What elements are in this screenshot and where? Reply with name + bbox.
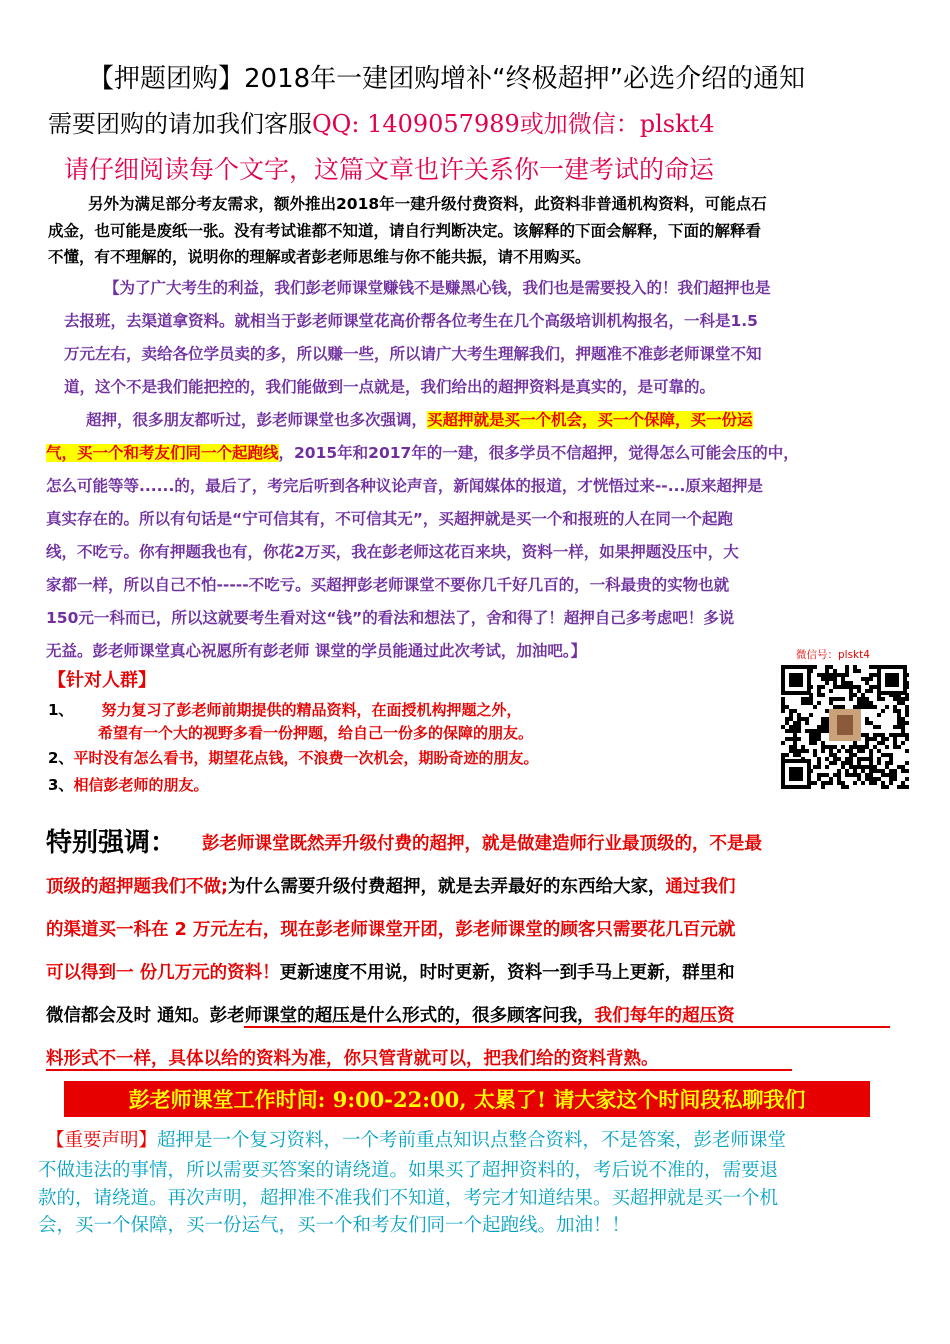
intro-line-2: 成金，也可能是废纸一张。没有考试谁都不知道，请自行判断决定。该解释的下面会解释，下面的解释看 [48, 222, 762, 240]
target-item-1-cont: 希望有一个大的视野多看一份押题，给自己一份多的保障的朋友。 [98, 724, 534, 742]
underline-2 [46, 1069, 792, 1071]
target-item-2-text: 平时没有怎么看书，期望花点钱，不浪费一次机会，期盼奇迹的朋友。 [73, 749, 539, 767]
contact-lead: 需要团购的请加我们客服 [48, 110, 312, 138]
declaration-line-3: 款的，请绕道。再次声明，超押准不准我们不知道，考完才知道结果。买超押就是买一个机 [38, 1188, 779, 1209]
special-heading: 特别强调： [46, 828, 177, 858]
body-line-3: 万元左右，卖给各位学员卖的多，所以赚一些，所以请广大考生理解我们，押题准不准彭老师课堂不知 [64, 345, 762, 363]
declaration-line-4: 会，买一个保障，买一份运气，买一个和考友们同一个起跑线。加油！！ [38, 1215, 631, 1236]
body-p2-line-1 [86, 408, 753, 430]
body-p2-line-8: 无益。彭老师课堂真心祝愿所有彭老师 课堂的学员能通过此次考试，加油吧。】 [46, 642, 587, 660]
body-p2-line-7: 150元一科而已，所以这就要考生看对这“钱”的看法和想法了，舍和得了！超押自己多考虑吧！多说 [46, 609, 735, 627]
target-item-1-text: 努力复习了彭老师前期提供的精品资料，在面授机构押题之外， [101, 701, 522, 719]
body-p2-line-2 [46, 441, 799, 463]
body-line-4: 道，这个不是我们能把控的，我们能做到一点就是，我们给出的超押资料是真实的，是可靠的。 [64, 378, 716, 396]
work-hours-banner: 彭老师课堂工作时间: 9:00-22:00, 太累了! 请大家这个时间段私聊我们 [64, 1081, 870, 1117]
target-item-3 [48, 774, 208, 795]
contact-ids: QQ: 1409057989或加微信：plskt4 [312, 110, 715, 138]
target-item-2 [48, 747, 538, 768]
body-line-1: 【为了广大考生的利益，我们彭老师课堂赚钱不是赚黑心钱，我们也是需要投入的！我们超押也是 [104, 279, 771, 297]
special-line-5: 微信都会及时 通知。彭老师课堂的超压是什么形式的，很多顾客问我，我们每年的超压资 [46, 1006, 735, 1026]
special-line-6: 料形式不一样，具体以给的资料为准，你只管背就可以，把我们给的资料背熟。 [46, 1049, 659, 1069]
declaration-line-1: 【重要声明】超押是一个复习资料，一个考前重点知识点整合资料，不是答案，彭老师课堂 [46, 1130, 787, 1151]
intro-line-1: 另外为满足部分考友需求，额外推出2018年一建升级付费资料，此资料非普通机构资料，可能点石 [88, 195, 767, 213]
contact-line [48, 104, 715, 139]
special-line-4: 可以得到一 份几万元的资料！更新速度不用说，时时更新，资料一到手马上更新，群里和 [46, 963, 735, 983]
qr-code [779, 663, 909, 791]
special-line-1: 彭老师课堂既然弄升级付费的超押，就是做建造师行业最顶级的，不是最 [202, 834, 762, 854]
body-p2-after-highlight: ，2015年和2017年的一建，很多学员不信超押，觉得怎么可能会压的中， [278, 444, 799, 462]
warning-text: 请仔细阅读每个文字，这篇文章也许关系你一建考试的命运 [64, 155, 715, 184]
underline-1 [244, 1026, 890, 1028]
body-p2-highlight-2: 气，买一个和考友们同一个起跑线 [46, 444, 279, 462]
target-item-1-num: 1、 [48, 701, 74, 719]
declaration-line-2: 不做违法的事情，所以需要买答案的请绕道。如果买了超押资料的，考后说不准的，需要退 [38, 1160, 779, 1181]
body-line-2: 去报班，去渠道拿资料。就相当于彭老师课堂花高价帮各位考生在几个高级培训机构报名，一科是1.5 [64, 312, 758, 330]
target-heading: 【针对人群】 [48, 670, 156, 691]
body-p2-line-3: 怎么可能等等......的，最后了，考完后听到各种议论声音，新闻媒体的报道，才恍悟过来--...原来超押是 [46, 477, 763, 495]
body-p2-highlight-1: 买超押就是买一个机会，买一个保障，买一份运 [427, 411, 753, 429]
body-p2-line-4: 真实存在的。所以有句话是“宁可信其有，不可信其无”，买超押就是买一个和报班的人在同一个起跑 [46, 510, 733, 528]
qr-caption: 微信号：plskt4 [796, 649, 870, 661]
target-item-3-text: 相信彭老师的朋友。 [73, 776, 209, 794]
body-p2-line-6: 家都一样，所以自己不怕-----不吃亏。买超押彭老师课堂不要你几千好几百的，一科最贵的实物也就 [46, 576, 730, 594]
special-line-3: 的渠道买一科在 2 万元左右，现在彭老师课堂开团，彭老师课堂的顾客只需要花几百元就 [46, 920, 736, 940]
target-item-2-num: 2、 [48, 749, 74, 767]
declaration-tag: 【重要声明】 [46, 1130, 158, 1151]
target-item-3-num: 3、 [48, 776, 74, 794]
special-line-2: 顶级的超押题我们不做;为什么需要升级付费超押，就是去弄最好的东西给大家，通过我们 [46, 877, 736, 897]
body-p2-start: 超押，很多朋友都听过，彭老师课堂也多次强调， [86, 411, 428, 429]
intro-line-3: 不懂，有不理解的，说明你的理解或者彭老师思维与你不能共振，请不用购买。 [48, 248, 591, 266]
body-p2-line-5: 线，不吃亏。你有押题我也有，你花2万买，我在彭老师这花百来块，资料一样，如果押题没压中，大 [46, 543, 739, 561]
page-title: 【押题团购】2018年一建团购增补“终极超押”必选介绍的通知 [88, 64, 806, 94]
target-item-1 [48, 699, 521, 720]
